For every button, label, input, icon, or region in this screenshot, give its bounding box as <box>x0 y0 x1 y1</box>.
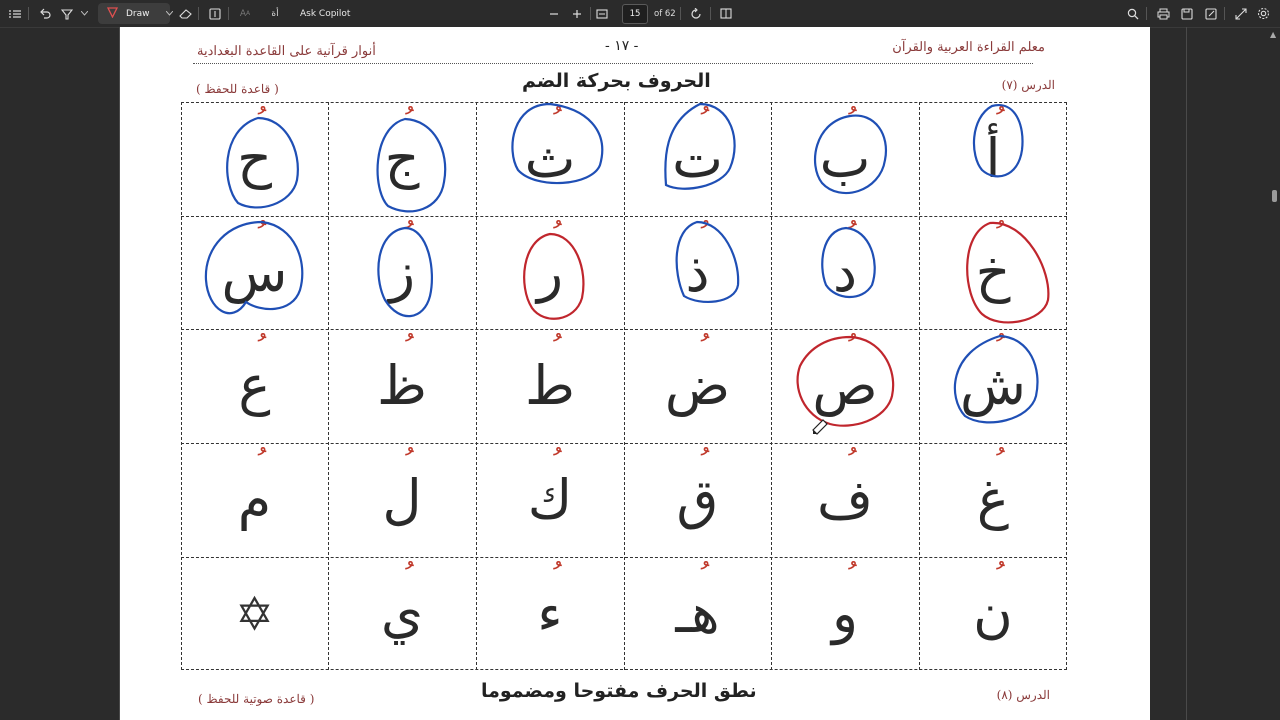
letter-cell <box>919 102 1067 216</box>
chevron-down-icon <box>166 9 173 19</box>
letter-glyph: ل <box>382 468 422 531</box>
toolbar-divider <box>710 7 711 20</box>
lesson2-label: الدرس (٨) <box>996 688 1050 702</box>
ask-copilot-label: Ask Copilot <box>300 8 351 19</box>
letter-glyph: أ <box>985 127 1001 190</box>
letter-glyph: خ <box>975 240 1011 304</box>
letter-glyph: ط <box>525 354 575 417</box>
highlight-icon[interactable] <box>58 0 76 27</box>
letter-cell <box>328 216 476 329</box>
scrollbar-thumb[interactable] <box>1272 190 1277 202</box>
letter-glyph: و <box>831 581 859 645</box>
letter-cell <box>476 216 624 329</box>
page-view-icon[interactable] <box>718 0 734 27</box>
letter-cell <box>624 557 771 670</box>
rotate-icon[interactable] <box>688 0 704 27</box>
letter-cell <box>771 102 919 216</box>
letter-cell <box>919 216 1067 329</box>
letter-cell <box>181 102 328 216</box>
fit-page-icon[interactable] <box>594 0 610 27</box>
letter-glyph: غ <box>976 468 1010 531</box>
letter-cell <box>181 329 328 443</box>
letter-glyph: ش <box>960 354 1026 417</box>
save-icon[interactable] <box>1179 0 1195 27</box>
star-ornament-icon: ✡ <box>235 586 274 641</box>
letter-cell <box>624 329 771 443</box>
pdf-toolbar <box>0 0 1280 28</box>
letter-cell <box>181 443 328 557</box>
print-icon[interactable] <box>1155 0 1171 27</box>
toolbar-divider <box>1224 7 1225 20</box>
letter-cell <box>328 443 476 557</box>
letter-glyph: ث <box>524 127 576 190</box>
letter-glyph: ص <box>812 354 878 417</box>
letter-glyph: ي <box>380 581 424 645</box>
draw-label: Draw <box>126 8 150 19</box>
zoom-in-icon[interactable] <box>569 0 585 27</box>
letter-glyph: ج <box>384 127 420 190</box>
letter-glyph: ب <box>819 127 871 190</box>
lesson-label: الدرس (٧) <box>1001 78 1055 92</box>
draw-button[interactable] <box>98 3 170 24</box>
letter-cell <box>328 557 476 670</box>
letter-cell <box>771 329 919 443</box>
letter-glyph: م <box>237 468 272 531</box>
lesson-title: الحروف بحركة الضم <box>522 70 711 92</box>
letter-cell <box>919 329 1067 443</box>
letter-glyph: ت <box>672 127 723 190</box>
letter-glyph: ز <box>388 240 416 304</box>
page-border-right <box>1186 27 1187 720</box>
toolbar-divider <box>680 7 681 20</box>
page-number-value: 15 <box>629 9 641 19</box>
letter-cell <box>476 102 624 216</box>
letter-glyph: ح <box>237 127 272 190</box>
rule-note: ( قاعدة للحفظ ) <box>196 82 279 96</box>
zoom-out-icon[interactable] <box>546 0 562 27</box>
page-number-input[interactable] <box>622 4 648 24</box>
contents-icon[interactable] <box>6 0 24 27</box>
letter-glyph: ذ <box>685 240 710 304</box>
undo-icon[interactable] <box>36 0 54 27</box>
header-book-title: معلم القراءة العربية والقرآن <box>892 40 1045 55</box>
letter-cell <box>771 443 919 557</box>
letter-glyph: ظ <box>377 354 427 417</box>
letter-glyph: ر <box>536 240 564 304</box>
translate-icon[interactable]: أة <box>271 8 279 19</box>
letter-cell <box>624 102 771 216</box>
letter-cell <box>771 216 919 329</box>
letter-glyph: ن <box>973 581 1013 645</box>
letter-glyph: د <box>832 240 858 304</box>
letter-cell <box>476 329 624 443</box>
toolbar-divider <box>590 7 591 20</box>
toolbar-divider <box>198 7 199 20</box>
letter-cell <box>624 443 771 557</box>
letter-glyph: ق <box>676 468 719 531</box>
letter-cell <box>328 329 476 443</box>
erase-icon[interactable] <box>176 0 194 27</box>
letter-cell <box>771 557 919 670</box>
letter-cell <box>476 557 624 670</box>
text-box-icon[interactable] <box>206 0 224 27</box>
page-number-label: - ١٧ - <box>605 38 639 54</box>
letter-glyph: ف <box>817 468 873 531</box>
chevron-down-icon[interactable] <box>78 0 90 27</box>
settings-icon[interactable] <box>1255 0 1271 27</box>
letter-glyph: هـ <box>675 581 720 645</box>
save-as-icon[interactable] <box>1203 0 1219 27</box>
letter-glyph: ض <box>664 354 731 417</box>
letter-cell <box>476 443 624 557</box>
letter-cell <box>181 557 328 670</box>
letter-glyph: س <box>221 240 288 304</box>
letter-glyph: ع <box>238 354 271 417</box>
search-icon[interactable] <box>1125 0 1141 27</box>
rule-note-2: ( قاعدة صوتية للحفظ ) <box>198 692 315 706</box>
draw-pen-icon <box>107 7 118 21</box>
fullscreen-icon[interactable] <box>1233 0 1249 27</box>
letter-glyph: ء <box>537 581 563 645</box>
letter-cell <box>328 102 476 216</box>
ask-copilot-button[interactable] <box>300 0 350 27</box>
lesson2-title: نطق الحرف مفتوحا ومضموما <box>481 680 757 702</box>
header-rule <box>193 63 1033 64</box>
header-series-title: أنوار قرآنية على القاعدة البغدادية <box>197 44 376 59</box>
letter-cell <box>181 216 328 329</box>
letter-cell <box>624 216 771 329</box>
toolbar-divider <box>1146 7 1147 20</box>
read-aloud-icon[interactable]: A A <box>239 8 251 19</box>
letter-cell <box>919 443 1067 557</box>
letter-glyph: ك <box>527 468 573 531</box>
page-total: of 62 <box>654 8 676 19</box>
toolbar-divider <box>228 7 229 20</box>
toolbar-divider <box>28 7 29 20</box>
scroll-up-arrow-icon[interactable]: ▲ <box>1270 30 1277 39</box>
letter-cell <box>919 557 1067 670</box>
